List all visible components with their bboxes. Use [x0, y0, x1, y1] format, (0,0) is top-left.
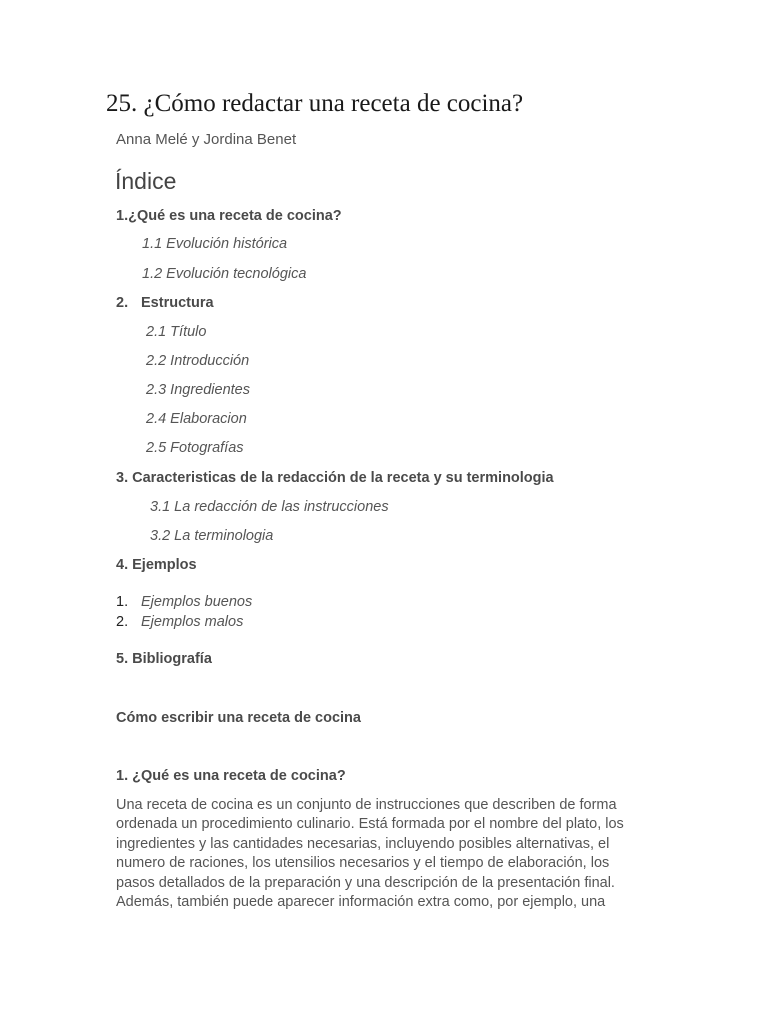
paragraph-line: numero de raciones, los utensilios necesarios y el tiempo de elaboración, los — [116, 855, 610, 872]
toc-list-number: 1. — [116, 594, 129, 610]
paragraph-line: ordenada un procedimiento culinario. Está formada por el nombre del plato, los — [116, 816, 624, 833]
toc-section-3: 3. Caracteristicas de la redacción de la receta y su terminologia — [116, 470, 554, 486]
toc-item-1-2: 1.2 Evolución tecnológica — [142, 266, 307, 282]
toc-item-1-1: 1.1 Evolución histórica — [142, 236, 288, 252]
index-heading: Índice — [115, 168, 177, 194]
paragraph-line: pasos detallados de la preparación y una descripción de la presentación final. — [116, 874, 615, 891]
paragraph-line: Además, también puede aparecer información extra como, por ejemplo, una — [116, 894, 606, 911]
toc-item-2-5: 2.5 Fotografías — [146, 440, 244, 456]
toc-item-2-3: 2.3 Ingredientes — [146, 382, 250, 398]
toc-section-2: Estructura — [141, 295, 214, 311]
toc-list-item-ejemplos-buenos: Ejemplos buenos — [141, 594, 253, 610]
toc-list-item-ejemplos-malos: Ejemplos malos — [141, 614, 244, 630]
toc-section-5: 5. Bibliografía — [116, 651, 212, 667]
toc-list-number: 2. — [116, 614, 129, 630]
toc-item-2-2: 2.2 Introducción — [146, 353, 250, 369]
toc-item-2-4: 2.4 Elaboracion — [146, 411, 247, 427]
toc-section-4: 4. Ejemplos — [116, 557, 197, 573]
section-1-paragraph — [116, 796, 656, 912]
toc-item-3-1: 3.1 La redacción de las instrucciones — [150, 499, 389, 515]
document-title: 25. ¿Cómo redactar una receta de cocina? — [106, 90, 524, 117]
paragraph-line: ingredientes y las cantidades necesarias, incluyendo posibles alternativas, el — [116, 835, 610, 852]
toc-item-2-1: 2.1 Título — [146, 324, 207, 340]
toc-section-2-number: 2. — [116, 295, 129, 311]
toc-item-3-2: 3.2 La terminologia — [150, 528, 274, 544]
body-heading: Cómo escribir una receta de cocina — [116, 710, 361, 726]
section-1-heading: 1. ¿Qué es una receta de cocina? — [116, 768, 346, 784]
paragraph-line: Una receta de cocina es un conjunto de instrucciones que describen de forma — [116, 797, 617, 813]
document-authors: Anna Melé y Jordina Benet — [116, 131, 297, 148]
toc-section-1: 1.¿Qué es una receta de cocina? — [116, 208, 342, 224]
